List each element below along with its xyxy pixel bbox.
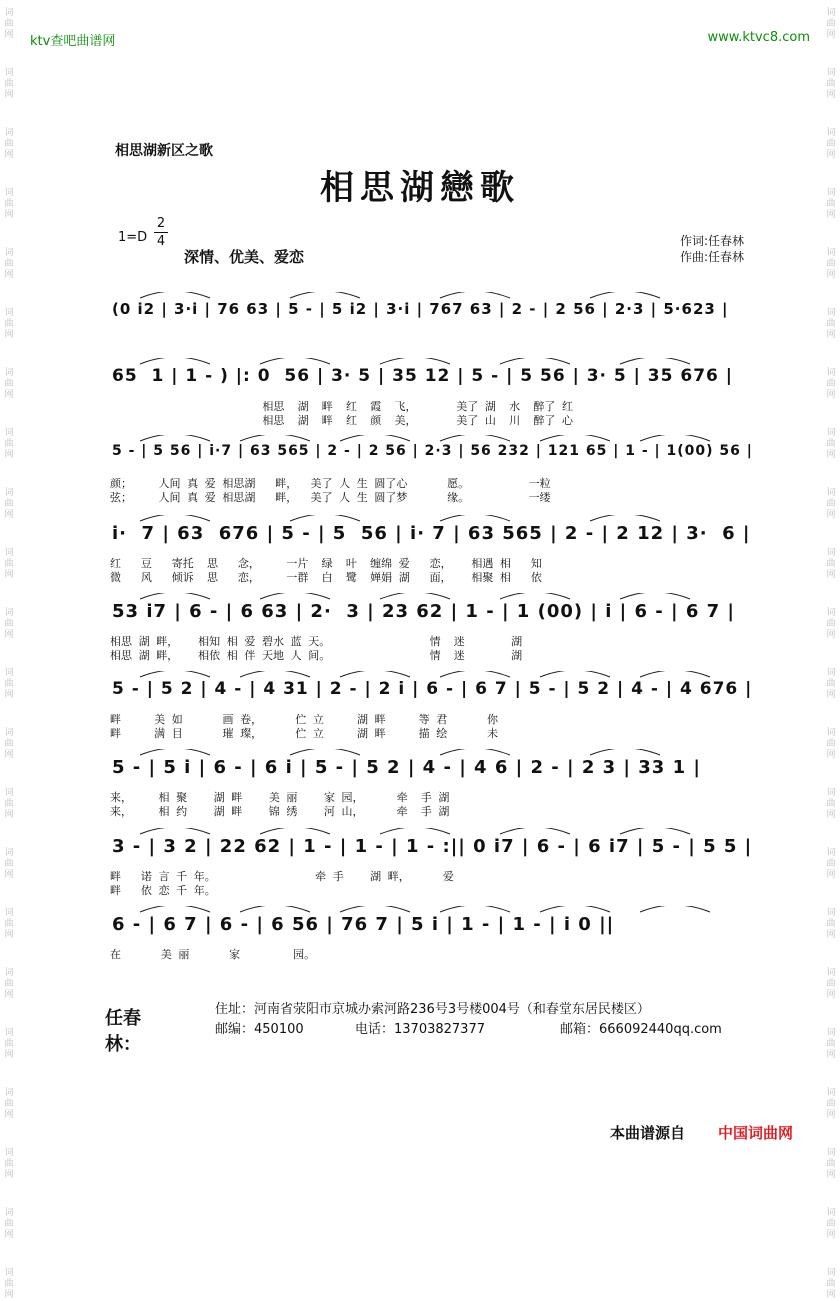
contact-address: 住址：河南省荥阳市京城办索河路236号3号楼004号（和春堂东居民楼区） (215, 1002, 650, 1017)
watermark-char: 网 (826, 930, 836, 940)
slur-arc (380, 828, 450, 834)
watermark-char: 曲 (826, 1159, 836, 1169)
watermark-char: 网 (4, 510, 14, 520)
lyric-verse-1: 在 美 丽 家 园。 (110, 948, 316, 961)
contact-phone: 电话：13703827377 (355, 1022, 485, 1037)
watermark-char: 词 (4, 1148, 14, 1158)
watermark-char: 曲 (826, 739, 836, 749)
watermark-char: 词 (4, 1208, 14, 1218)
watermark-char: 词 (826, 608, 836, 618)
lyric-verse-2: 畔 满 目 璀 璨， 伫 立 湖 畔 描 绘 未 (110, 727, 499, 740)
watermark-char: 词 (826, 308, 836, 318)
watermark-char: 网 (4, 30, 14, 40)
watermark-char: 曲 (4, 739, 14, 749)
slur-arc (260, 593, 330, 599)
slur-arc (500, 593, 570, 599)
slur-arc (140, 292, 210, 298)
slur-arc (590, 749, 660, 755)
slur-arc (340, 435, 410, 441)
meter-bottom: 4 (156, 234, 166, 249)
watermark-char: 网 (4, 450, 14, 460)
watermark-char: 词 (4, 368, 14, 378)
key-signature: 1=D (118, 230, 148, 245)
lyric-verse-2: 相思 湖 畔， 相依 相 伴 天地 人 间。 情 迷 湖 (110, 649, 523, 662)
watermark-char: 网 (4, 990, 14, 1000)
lyric-verse-1: 相思 湖 畔 红 霞 飞， 美了 湖 水 醉了 红 (110, 400, 574, 413)
notes-line (110, 435, 770, 469)
watermark-char: 词 (4, 728, 14, 738)
watermark-char: 词 (826, 908, 836, 918)
watermark-char: 词 (4, 1268, 14, 1278)
watermark-char: 网 (4, 1110, 14, 1120)
notes-line (110, 906, 770, 940)
watermark-char: 网 (826, 1170, 836, 1180)
watermark-char: 网 (826, 750, 836, 760)
watermark-char: 网 (826, 810, 836, 820)
slur-arc (540, 906, 610, 912)
watermark-char: 词 (4, 1088, 14, 1098)
slur-arc (380, 593, 450, 599)
slur-arc (140, 593, 210, 599)
watermark-char: 网 (826, 150, 836, 160)
watermark-char: 网 (4, 570, 14, 580)
watermark-char: 曲 (4, 19, 14, 29)
watermark-char: 词 (826, 68, 836, 78)
slur-arc (140, 515, 210, 521)
slur-arc (440, 906, 510, 912)
watermark-char: 网 (826, 570, 836, 580)
watermark-char: 词 (826, 1208, 836, 1218)
watermark-char: 网 (826, 510, 836, 520)
slur-arc (440, 671, 510, 677)
watermark-char: 网 (4, 750, 14, 760)
watermark-char: 曲 (4, 559, 14, 569)
watermark-char: 词 (826, 668, 836, 678)
notes-line (110, 749, 770, 783)
watermark-char: 词 (4, 608, 14, 618)
watermark-char: 词 (4, 248, 14, 258)
watermark-char: 曲 (826, 799, 836, 809)
watermark-char: 曲 (4, 859, 14, 869)
watermark-char: 网 (4, 390, 14, 400)
watermark-char: 曲 (4, 799, 14, 809)
slur-arc (540, 671, 610, 677)
slur-arc (340, 906, 410, 912)
watermark-char: 网 (4, 1290, 14, 1300)
slur-arc (290, 515, 360, 521)
watermark-char: 曲 (4, 1099, 14, 1109)
slur-arc (140, 828, 210, 834)
watermark-char: 曲 (826, 199, 836, 209)
watermark-char: 网 (826, 30, 836, 40)
notes-text: 53 i7 | 6 - | 6 63 | 2· 3 | 23 62 | 1 - | 1 (00) | i | 6 - | 6 7 | (112, 601, 736, 622)
watermark-char: 曲 (4, 919, 14, 929)
watermark-char: 词 (4, 488, 14, 498)
watermark-char: 网 (826, 1110, 836, 1120)
watermark-char: 曲 (826, 379, 836, 389)
watermark-char: 曲 (4, 139, 14, 149)
watermark-char: 曲 (826, 859, 836, 869)
watermark-char: 词 (4, 68, 14, 78)
notes-text: 5 - | 5 2 | 4 - | 4 31 | 2 - | 2 i | 6 - | 6 7 | 5 - | 5 2 | 4 - | 4 676 | (112, 679, 753, 699)
watermark-char: 曲 (4, 199, 14, 209)
notes-text: i· 7 | 63 676 | 5 - | 5 56 | i· 7 | 63 565 | 2 - | 2 12 | 3· 6 | (112, 523, 751, 544)
slur-arc (640, 435, 710, 441)
watermark-char: 曲 (4, 79, 14, 89)
watermark-char: 词 (826, 248, 836, 258)
slur-arc (290, 749, 360, 755)
watermark-char: 词 (826, 1088, 836, 1098)
watermark-char: 网 (826, 1230, 836, 1240)
watermark-char: 词 (826, 848, 836, 858)
watermark-char: 词 (4, 908, 14, 918)
site-url-header[interactable]: www.ktvc8.com (707, 30, 810, 45)
contact-postcode: 邮编：450100 (215, 1022, 304, 1037)
slur-arc (260, 358, 330, 364)
watermark-char: 网 (826, 1290, 836, 1300)
lyricist-credit: 作词:任春林 (680, 234, 745, 248)
slur-arc (440, 515, 510, 521)
watermark-char: 词 (4, 128, 14, 138)
composer-credit: 作曲:任春林 (680, 250, 745, 264)
lyric-verse-2: 畔 依 恋 千 年。 (110, 884, 216, 897)
watermark-char: 网 (826, 90, 836, 100)
watermark-char: 词 (4, 188, 14, 198)
slur-arc (240, 671, 310, 677)
watermark-char: 网 (826, 270, 836, 280)
lyric-verse-1: 颜； 人间 真 爱 相思湖 畔， 美了 人 生 圆了心 愿。 一粒 (110, 477, 551, 490)
notes-text: 6 - | 6 7 | 6 - | 6 56 | 76 7 | 5 i | 1 - | 1 - | i 0 || (112, 914, 615, 935)
lyric-verse-1: 相思 湖 畔， 相知 相 爱 碧水 蓝 天。 情 迷 湖 (110, 635, 523, 648)
watermark-char: 曲 (4, 619, 14, 629)
slur-arc (240, 906, 310, 912)
slur-arc (260, 828, 330, 834)
notes-text: (0 i2 | 3·i | 76 63 | 5 - | 5 i2 | 3·i | 767 63 | 2 - | 2 56 | 2·3 | 5·623 | (112, 300, 729, 318)
watermark-char: 网 (4, 1050, 14, 1060)
slur-arc (140, 671, 210, 677)
slur-arc (620, 358, 690, 364)
watermark-char: 曲 (4, 379, 14, 389)
notes-line (110, 593, 770, 627)
watermark-char: 曲 (826, 1279, 836, 1289)
watermark-char: 网 (4, 270, 14, 280)
lyric-verse-2: 相思 湖 畔 红 颜 美， 美了 山 川 醉了 心 (110, 414, 574, 427)
watermark-char: 曲 (4, 259, 14, 269)
watermark-char: 网 (4, 210, 14, 220)
watermark-char: 词 (826, 1268, 836, 1278)
watermark-char: 网 (4, 870, 14, 880)
slur-arc (620, 828, 690, 834)
watermark-char: 词 (826, 968, 836, 978)
notes-text: 5 - | 5 i | 6 - | 6 i | 5 - | 5 2 | 4 - | 4 6 | 2 - | 2 3 | 33 1 | (112, 757, 701, 778)
slur-arc (590, 292, 660, 298)
watermark-char: 曲 (826, 499, 836, 509)
watermark-char: 曲 (826, 1039, 836, 1049)
slur-arc (590, 515, 660, 521)
contact-name: 任春林： (105, 1008, 141, 1055)
lyric-verse-2: 弦； 人间 真 爱 相思湖 畔， 美了 人 生 圆了梦 缘。 一缕 (110, 491, 551, 504)
notes-line (110, 828, 770, 862)
expression-marking: 深情、优美、爱恋 (184, 248, 305, 266)
site-name-header[interactable]: ktv查吧曲谱网 (30, 34, 116, 49)
watermark-char: 词 (826, 188, 836, 198)
watermark-char: 词 (4, 848, 14, 858)
watermark-char: 网 (4, 90, 14, 100)
watermark-char: 曲 (4, 439, 14, 449)
watermark-char: 曲 (4, 319, 14, 329)
slur-arc (140, 906, 210, 912)
lyric-verse-2: 微 风 倾诉 思 恋， 一群 白 鹭 婵娟 湖 面， 相聚 相 依 (110, 571, 542, 584)
watermark-char: 曲 (826, 679, 836, 689)
watermark-char: 曲 (826, 619, 836, 629)
watermark-char: 词 (826, 1148, 836, 1158)
watermark-char: 词 (4, 788, 14, 798)
watermark-char: 网 (4, 150, 14, 160)
watermark-char: 网 (4, 630, 14, 640)
watermark-char: 词 (826, 788, 836, 798)
slur-arc (140, 358, 210, 364)
watermark-char: 词 (4, 1028, 14, 1038)
watermark-char: 网 (826, 450, 836, 460)
watermark-char: 曲 (4, 1279, 14, 1289)
watermark-char: 曲 (4, 1159, 14, 1169)
watermark-char: 词 (826, 8, 836, 18)
notes-text: 65 1 | 1 - ) |: 0 56 | 3· 5 | 35 12 | 5 - | 5 56 | 3· 5 | 35 676 | (112, 366, 733, 386)
watermark-char: 网 (826, 870, 836, 880)
watermark-char: 网 (4, 1170, 14, 1180)
source-label: 本曲谱源自 (610, 1124, 686, 1142)
watermark-char: 曲 (4, 979, 14, 989)
watermark-char: 词 (826, 548, 836, 558)
watermark-char: 曲 (826, 439, 836, 449)
watermark-char: 曲 (826, 559, 836, 569)
watermark-char: 网 (4, 810, 14, 820)
watermark-char: 词 (826, 728, 836, 738)
watermark-char: 网 (4, 690, 14, 700)
watermark-char: 曲 (4, 679, 14, 689)
slur-arc (140, 749, 210, 755)
watermark-char: 词 (826, 1028, 836, 1038)
watermark-char: 词 (4, 428, 14, 438)
slur-arc (380, 358, 450, 364)
watermark-char: 网 (4, 1230, 14, 1240)
lyric-verse-1: 来， 相 聚 湖 畔 美 丽 家 园， 牵 手 湖 (110, 791, 450, 804)
watermark-char: 网 (826, 1050, 836, 1060)
watermark-char: 曲 (826, 319, 836, 329)
watermark-char: 曲 (826, 919, 836, 929)
watermark-char: 网 (4, 330, 14, 340)
slur-arc (640, 671, 710, 677)
meter-top: 2 (156, 216, 166, 231)
watermark-char: 词 (826, 488, 836, 498)
slur-arc (620, 593, 690, 599)
watermark-char: 网 (826, 690, 836, 700)
watermark-char: 曲 (4, 1039, 14, 1049)
slur-arc (140, 435, 210, 441)
watermark-char: 词 (826, 368, 836, 378)
meter-divider (154, 232, 168, 233)
watermark-char: 词 (4, 8, 14, 18)
watermark-char: 网 (826, 990, 836, 1000)
notes-text: 5 - | 5 56 | i·7 | 63 565 | 2 - | 2 56 | 2·3 | 56 232 | 121 65 | 1 - | 1(00) 56 | (112, 443, 753, 459)
song-title: 相思湖戀歌 (320, 168, 520, 208)
lyric-verse-1: 畔 美 如 画 卷， 伫 立 湖 畔 等 君 你 (110, 713, 499, 726)
lyric-verse-2: 来， 相 约 湖 畔 锦 绣 河 山， 牵 手 湖 (110, 805, 450, 818)
lyric-verse-1: 畔 诺 言 千 年。 牵 手 湖 畔， 爱 (110, 870, 454, 883)
watermark-char: 曲 (826, 1099, 836, 1109)
notes-line (110, 515, 770, 549)
contact-email: 邮箱：666092440qq.com (560, 1022, 722, 1037)
source-site-link[interactable]: 中国词曲网 (718, 1124, 794, 1142)
watermark-char: 曲 (826, 139, 836, 149)
lyric-verse-1: 红 豆 寄托 思 念， 一片 绿 叶 缠绵 爱 恋， 相遇 相 知 (110, 557, 542, 570)
slur-arc (640, 906, 710, 912)
watermark-char: 网 (826, 210, 836, 220)
slur-arc (290, 292, 360, 298)
notes-line (110, 292, 770, 326)
slur-arc (500, 828, 570, 834)
watermark-char: 网 (826, 630, 836, 640)
time-signature (154, 216, 168, 249)
slur-arc (500, 358, 570, 364)
notes-line (110, 671, 770, 705)
song-subtitle: 相思湖新区之歌 (115, 143, 213, 159)
watermark-char: 词 (4, 308, 14, 318)
watermark-char: 曲 (826, 979, 836, 989)
slur-arc (240, 435, 310, 441)
watermark-char: 网 (4, 930, 14, 940)
watermark-char: 曲 (826, 1219, 836, 1229)
watermark-char: 词 (4, 668, 14, 678)
watermark-char: 词 (826, 428, 836, 438)
slur-arc (340, 671, 410, 677)
slur-arc (540, 435, 610, 441)
watermark-char: 曲 (826, 19, 836, 29)
watermark-char: 词 (4, 968, 14, 978)
watermark-char: 曲 (826, 79, 836, 89)
slur-arc (440, 435, 510, 441)
notes-line (110, 358, 770, 392)
watermark-char: 网 (826, 330, 836, 340)
notes-text: 3 - | 3 2 | 22 62 | 1 - | 1 - | 1 - :|| 0 i7 | 6 - | 6 i7 | 5 - | 5 5 | (112, 836, 753, 857)
watermark-char: 曲 (826, 259, 836, 269)
slur-arc (440, 749, 510, 755)
watermark-char: 词 (4, 548, 14, 558)
watermark-char: 曲 (4, 499, 14, 509)
watermark-char: 曲 (4, 1219, 14, 1229)
watermark-char: 词 (826, 128, 836, 138)
watermark-char: 网 (826, 390, 836, 400)
slur-arc (440, 292, 510, 298)
